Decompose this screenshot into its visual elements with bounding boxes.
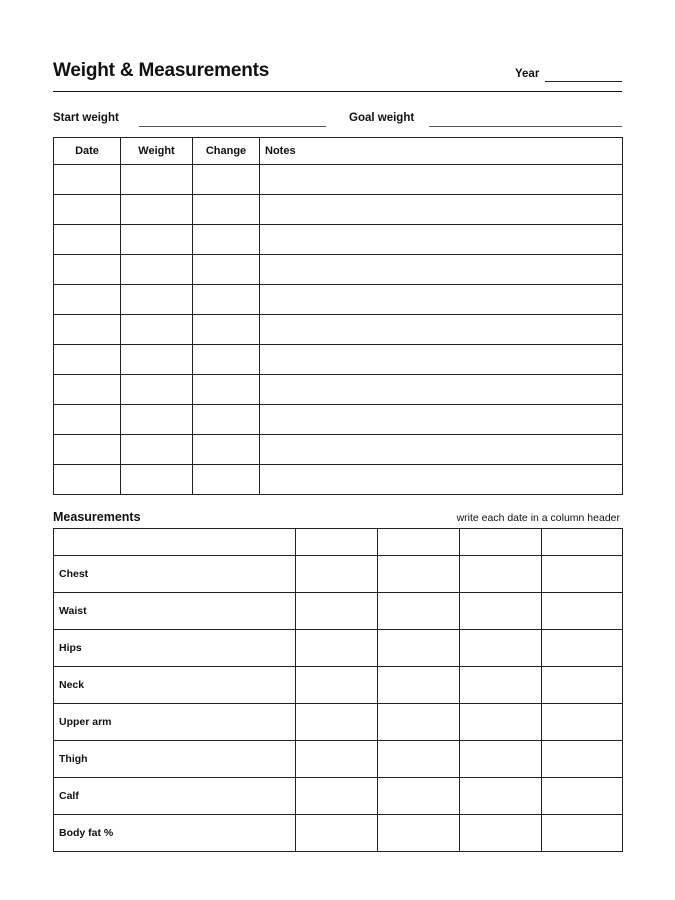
measurement-value-cell[interactable] — [378, 778, 460, 815]
measurement-value-cell[interactable] — [378, 556, 460, 593]
corner-cell — [54, 529, 296, 556]
weight-cell[interactable] — [121, 195, 193, 225]
date-header-cell[interactable] — [296, 529, 378, 556]
goal-weight-line[interactable] — [429, 126, 622, 127]
measurement-value-cell[interactable] — [460, 704, 542, 741]
weight-cell[interactable] — [121, 315, 193, 345]
measurement-value-cell[interactable] — [542, 741, 623, 778]
start-weight-label: Start weight — [53, 112, 119, 124]
change-cell[interactable] — [193, 405, 260, 435]
measurement-value-cell[interactable] — [378, 667, 460, 704]
measurements-heading: Measurements — [53, 510, 141, 524]
weight-cell[interactable] — [121, 375, 193, 405]
table-row — [54, 315, 623, 345]
notes-cell[interactable] — [260, 195, 623, 225]
date-cell[interactable] — [54, 225, 121, 255]
table-row — [54, 465, 623, 495]
measurement-value-cell[interactable] — [542, 593, 623, 630]
title-divider — [53, 91, 622, 92]
measurement-value-cell[interactable] — [460, 815, 542, 852]
measurements-body — [54, 529, 623, 852]
measurement-value-cell[interactable] — [542, 815, 623, 852]
date-header-cell[interactable] — [378, 529, 460, 556]
measurement-value-cell[interactable] — [542, 778, 623, 815]
measurement-row — [54, 667, 623, 704]
date-cell[interactable] — [54, 465, 121, 495]
measurement-value-cell[interactable] — [542, 704, 623, 741]
measurement-value-cell[interactable] — [542, 630, 623, 667]
table-row — [54, 375, 623, 405]
measurement-value-cell[interactable] — [460, 556, 542, 593]
measurement-row — [54, 556, 623, 593]
weight-cell[interactable] — [121, 285, 193, 315]
measurement-value-cell[interactable] — [296, 556, 378, 593]
measurement-value-cell[interactable] — [296, 815, 378, 852]
change-cell[interactable] — [193, 165, 260, 195]
change-cell[interactable] — [193, 465, 260, 495]
date-cell[interactable] — [54, 345, 121, 375]
table-row — [54, 435, 623, 465]
year-field-line[interactable] — [545, 81, 622, 82]
notes-cell[interactable] — [260, 255, 623, 285]
notes-cell[interactable] — [260, 345, 623, 375]
date-header-row — [54, 529, 623, 556]
date-cell[interactable] — [54, 375, 121, 405]
table-row — [54, 345, 623, 375]
year-label: Year — [515, 68, 540, 80]
table-row — [54, 165, 623, 195]
change-cell[interactable] — [193, 435, 260, 465]
measurement-value-cell[interactable] — [460, 741, 542, 778]
measurement-row — [54, 630, 623, 667]
measurement-value-cell[interactable] — [296, 593, 378, 630]
date-cell[interactable] — [54, 165, 121, 195]
notes-cell[interactable] — [260, 165, 623, 195]
page-title: Weight & Measurements — [53, 60, 270, 81]
column-header-weight: Weight — [121, 138, 193, 165]
date-cell[interactable] — [54, 195, 121, 225]
date-cell[interactable] — [54, 405, 121, 435]
change-cell[interactable] — [193, 195, 260, 225]
measurement-row — [54, 704, 623, 741]
date-header-cell[interactable] — [460, 529, 542, 556]
measurement-value-cell[interactable] — [378, 815, 460, 852]
measurement-value-cell[interactable] — [460, 778, 542, 815]
measurement-row — [54, 593, 623, 630]
measurements-table — [53, 528, 623, 852]
notes-cell[interactable] — [260, 405, 623, 435]
measurement-label: Calf — [54, 778, 296, 815]
measurement-label: Upper arm — [54, 704, 296, 741]
column-header-date: Date — [54, 138, 121, 165]
change-cell[interactable] — [193, 255, 260, 285]
goal-weight-label: Goal weight — [349, 112, 415, 124]
notes-cell[interactable] — [260, 285, 623, 315]
measurement-label: Chest — [54, 556, 296, 593]
weight-log-header-row — [54, 138, 623, 165]
measurements-hint: write each date in a column header — [456, 512, 620, 524]
measurement-value-cell[interactable] — [460, 630, 542, 667]
measurement-row — [54, 815, 623, 852]
weight-cell[interactable] — [121, 255, 193, 285]
measurement-value-cell[interactable] — [378, 593, 460, 630]
measurement-label: Waist — [54, 593, 296, 630]
measurement-value-cell[interactable] — [296, 667, 378, 704]
measurement-row — [54, 741, 623, 778]
change-cell[interactable] — [193, 315, 260, 345]
date-cell[interactable] — [54, 435, 121, 465]
measurement-value-cell[interactable] — [460, 593, 542, 630]
date-cell[interactable] — [54, 285, 121, 315]
weight-cell[interactable] — [121, 345, 193, 375]
change-cell[interactable] — [193, 345, 260, 375]
measurement-value-cell[interactable] — [296, 741, 378, 778]
notes-cell[interactable] — [260, 225, 623, 255]
measurement-value-cell[interactable] — [460, 667, 542, 704]
weight-cell[interactable] — [121, 465, 193, 495]
notes-cell[interactable] — [260, 465, 623, 495]
column-header-notes: Notes — [260, 138, 623, 165]
weight-log-table — [53, 137, 623, 495]
weight-cell[interactable] — [121, 435, 193, 465]
measurement-value-cell[interactable] — [378, 630, 460, 667]
change-cell[interactable] — [193, 375, 260, 405]
date-cell[interactable] — [54, 255, 121, 285]
measurement-row — [54, 778, 623, 815]
measurement-value-cell[interactable] — [296, 704, 378, 741]
notes-cell[interactable] — [260, 435, 623, 465]
measurement-value-cell[interactable] — [296, 778, 378, 815]
table-row — [54, 195, 623, 225]
table-row — [54, 285, 623, 315]
table-row — [54, 405, 623, 435]
measurement-value-cell[interactable] — [542, 556, 623, 593]
measurement-label: Hips — [54, 630, 296, 667]
weight-cell[interactable] — [121, 165, 193, 195]
change-cell[interactable] — [193, 285, 260, 315]
weight-cell[interactable] — [121, 225, 193, 255]
change-cell[interactable] — [193, 225, 260, 255]
notes-cell[interactable] — [260, 375, 623, 405]
date-cell[interactable] — [54, 315, 121, 345]
weight-log-body — [54, 165, 623, 495]
table-row — [54, 255, 623, 285]
measurement-label: Body fat % — [54, 815, 296, 852]
column-header-change: Change — [193, 138, 260, 165]
measurement-value-cell[interactable] — [378, 741, 460, 778]
measurement-value-cell[interactable] — [378, 704, 460, 741]
table-row — [54, 225, 623, 255]
measurement-label: Neck — [54, 667, 296, 704]
notes-cell[interactable] — [260, 315, 623, 345]
measurement-value-cell[interactable] — [542, 667, 623, 704]
start-weight-line[interactable] — [139, 126, 326, 127]
measurement-value-cell[interactable] — [296, 630, 378, 667]
weight-cell[interactable] — [121, 405, 193, 435]
date-header-cell[interactable] — [542, 529, 623, 556]
measurement-label: Thigh — [54, 741, 296, 778]
